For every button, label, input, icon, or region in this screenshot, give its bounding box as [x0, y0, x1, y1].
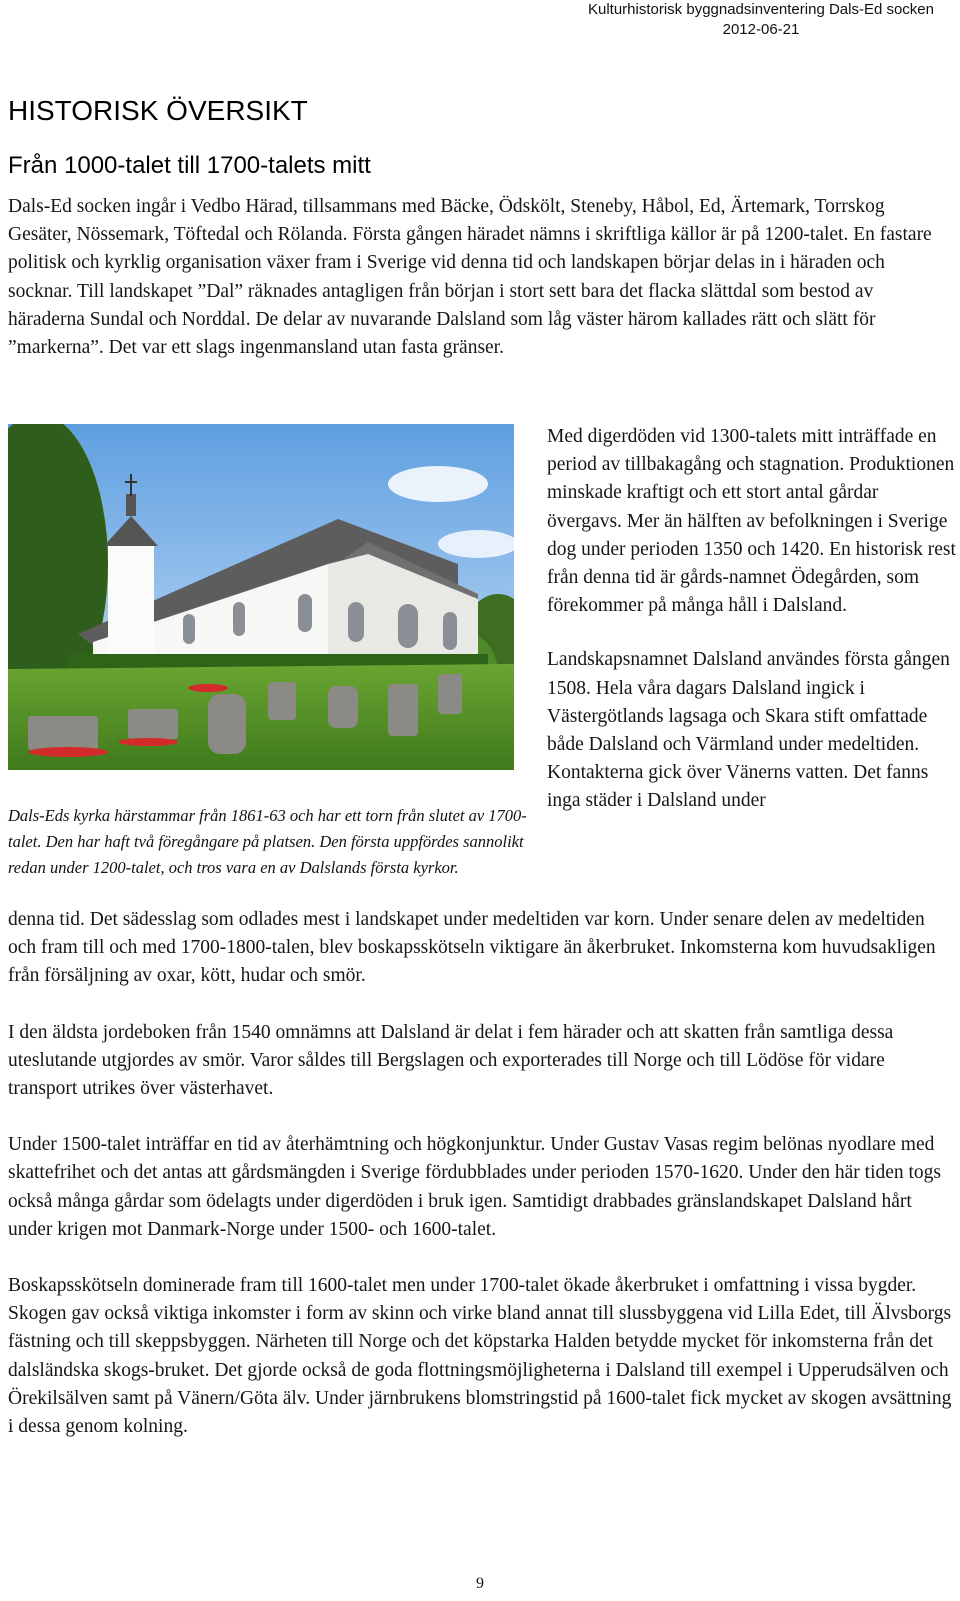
lower-section	[8, 906, 954, 1441]
page-header	[588, 0, 934, 40]
header-title: Kulturhistorisk byggnadsinventering Dals-Ed socken	[587, 1, 934, 18]
intro-paragraph: Dals-Ed socken ingår i Vedbo Härad, tillsammans med Bäcke, Ödskölt, Steneby, Håbol, Ed, Ärtemark, Torrskog Gesäter, Nössemark, Töftedal och Rölanda. Första gången häradet nämns i skriftliga källor är på 1200-talet. En fastare politisk och kyrklig organisation växer fram i Sverige vid denna tid och landskapen börjar delas in i häraden och socknar. Till landskapet ”Dal” räknades antagligen från början i stort sett bara det flacka slättdal som bestod av häraderna Sundal och Norddal. De delar av nuvarande Dalsland som låg väster härom kallades rätt och slätt för ”markerna”. Det var ett slags ingenmansland utan fasta gränser.	[8, 196, 932, 359]
page-number: 9	[476, 1575, 484, 1592]
intro-section	[8, 193, 948, 362]
forestry-paragraph: Boskapsskötseln dominerade fram till 1600-talet men under 1700-talet ökade åkerbruket i omfattning i vissa bygder. Skogen gav också viktiga inkomster i form av skinn och virke bland annat till slussbyggena vid Lilla Edet, till Älvsborgs fästning och till skeppsbyggen. Närheten till Norge och det köpstarka Halden betydde mycket för inkomsterna från det dalsländska skogs-bruket. Det gjorde också de goda flottningsmöjligheterna i Dalsland till exempel i Upperudsälven och Örekilsälven samt på Vänern/Göta älv. Under järnbrukens blomstringstid på 1600-talet fick mycket av skogen avsättning i dessa genom kolning.	[8, 1275, 952, 1438]
dalsland-name-paragraph-end: denna tid. Det sädesslag som odlades mest i landskapet under medeltiden var korn. Under senare delen av medeltiden och fram till och med 1700-1800-talen, blev boskapsskötseln viktigare än åkerbruket. Inkomsterna kom huvudsakligen från försäljning av oxar, kött, hudar och smör.	[8, 909, 936, 987]
jordebok-paragraph: I den äldsta jordeboken från 1540 omnämns att Dalsland är delat i fem härader och att skatten från samtliga dessa uteslutande utgjordes av smör. Varor såldes till Bergslagen och exporterades till Norge och till Lödöse för vidare transport utrikes över västerhavet.	[8, 1021, 894, 1100]
church-photo	[8, 424, 514, 770]
dalsland-name-paragraph-start: Landskapsnamnet Dalsland användes första gången 1508. Hela våra dagars Dalsland ingick i Västergötlands lagsaga och Skara stift omfattade både Dalsland och Värmland under medeltiden. Kontakterna gick över Vänerns vatten. Det fanns inga städer i Dalsland under	[547, 649, 950, 812]
figure-caption: Dals-Eds kyrka härstammar från 1861-63 och har ett torn från slutet av 1700-talet. Den har haft två föregångare på platsen. Den första uppfördes sannolikt redan under 1200-talet, och tros vara en av Dalslands första kyrkor.	[8, 805, 527, 877]
header-date: 2012-06-21	[722, 21, 800, 38]
plague-paragraph: Med digerdöden vid 1300-talets mitt inträffade en period av tillbakagång och stagnation. Produktionen minskade kraftigt och ett stort antal gårdar övergavs. Mer än hälften av befolkningen i Sverige dog under perioden 1350 och 1420. En historisk rest från denna tid är gårds-namnet Ödegården, som förekommer på många håll i Dalsland.	[547, 426, 956, 617]
section-heading: Från 1000-talet till 1700-talets mitt	[8, 152, 371, 179]
main-heading: HISTORISK ÖVERSIKT	[8, 95, 308, 126]
right-column	[547, 423, 957, 816]
vasa-paragraph: Under 1500-talet inträffar en tid av återhämtning och högkonjunktur. Under Gustav Vasas regim belönas nyodlare med skattefrihet och det antas att gårdsmängden i Sverige fördubblades under perioden 1570-1620. Under den här tiden togs också många gårdar som ödelagts under digerdöden i bruk igen. Samtidigt drabbades gränslandskapet Dalsland hårt under krigen mot Danmark-Norge under 1500- och 1600-talet.	[8, 1134, 942, 1240]
